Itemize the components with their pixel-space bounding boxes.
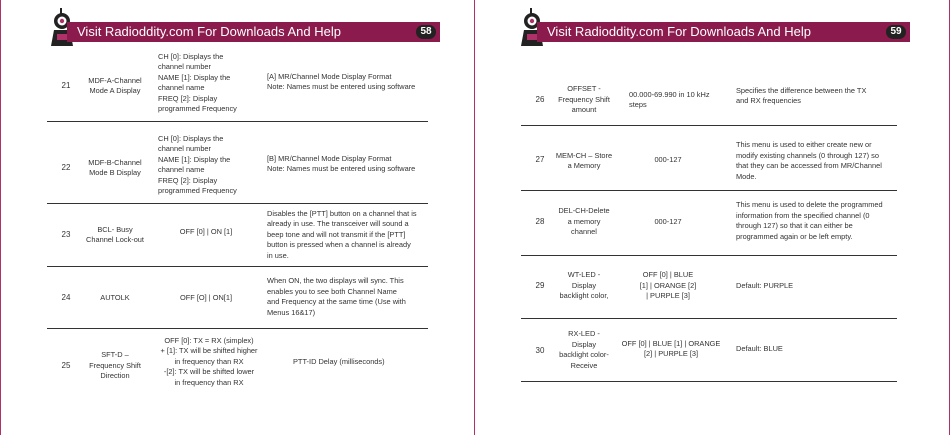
row-description: When ON, the two displays will sync. This enables you to see both Channel Name and Frequency at the same time (Use with Menus 16&17) bbox=[267, 276, 406, 317]
row-description: [B] MR/Channel Mode Display Format Note: Names must be entered using software bbox=[267, 153, 416, 173]
header-banner bbox=[537, 22, 910, 42]
row-number: 21 bbox=[61, 80, 71, 90]
row-number: 24 bbox=[61, 292, 71, 302]
row-divider bbox=[521, 318, 897, 319]
row-number: 23 bbox=[61, 229, 71, 239]
row-divider bbox=[521, 190, 897, 191]
row-description: Default: PURPLE bbox=[736, 280, 794, 290]
row-description: PTT-ID Delay (milliseconds) bbox=[293, 356, 385, 366]
row-divider bbox=[47, 203, 428, 204]
row-number: 25 bbox=[61, 360, 71, 370]
row-divider bbox=[47, 266, 428, 267]
row-setting-name: SFT-D – Frequency Shift Direction bbox=[89, 350, 141, 381]
page-number: 58 bbox=[416, 25, 436, 39]
row-description: Default: BLUE bbox=[736, 343, 783, 353]
row-divider bbox=[521, 125, 897, 126]
row-values: OFF [0] | BLUE [1] | ORANGE [2] | PURPLE [3] bbox=[621, 338, 721, 358]
row-divider bbox=[521, 381, 897, 382]
row-setting-name: DEL-CH-Delete a memory channel bbox=[558, 206, 610, 237]
row-values: 00.000-69.990 in 10 kHz steps bbox=[629, 89, 710, 109]
row-number: 27 bbox=[535, 154, 545, 164]
row-values: OFF [O] | ON[1] bbox=[179, 292, 233, 302]
row-setting-name: BCL- Busy Channel Lock-out bbox=[86, 224, 144, 244]
row-setting-name: MEM-CH – Store a Memory bbox=[555, 150, 613, 170]
row-setting-name: MDF-A-Channel Mode A Display bbox=[88, 75, 142, 95]
row-description: Specifies the difference between the TX and RX frequencies bbox=[736, 85, 867, 105]
row-setting-name: WT-LED - Display backlight color, bbox=[559, 270, 609, 301]
right-page bbox=[475, 0, 950, 435]
row-divider bbox=[47, 121, 428, 122]
row-values: CH [0]: Displays the channel number NAME [1]: Display the channel name FREQ [2]: Display programmed Frequency bbox=[158, 51, 237, 113]
row-setting-name: MDF-B-Channel Mode B Display bbox=[88, 157, 142, 177]
row-setting-name: OFFSET - Frequency Shift amount bbox=[558, 84, 610, 115]
row-setting-name: AUTOLK bbox=[100, 292, 130, 302]
row-setting-name: RX-LED - Display backlight color- Receive bbox=[559, 329, 609, 370]
row-number: 26 bbox=[535, 94, 545, 104]
row-values: 000-127 bbox=[654, 216, 682, 226]
row-number: 30 bbox=[535, 345, 545, 355]
row-number: 28 bbox=[535, 216, 545, 226]
header-banner bbox=[67, 22, 440, 42]
row-values: OFF [0]: TX = RX (simplex) + [1]: TX will be shifted higher in frequency than RX -[2]: TX will be shifted lower in frequency than RX bbox=[160, 335, 258, 387]
row-values: CH [0]: Displays the channel number NAME [1]: Display the channel name FREQ [2]: Display programmed Frequency bbox=[158, 133, 237, 195]
row-description: This menu is used to either create new or modify existing channels (0 through 127) so that they can be accessed from MR/Channel Mode. bbox=[736, 140, 882, 181]
row-values: 000-127 bbox=[654, 154, 682, 164]
header-text: Visit Radioddity.com For Downloads And Help bbox=[77, 24, 341, 39]
row-description: Disables the [PTT] button on a channel that is already in use. The transceiver will sound a beep tone and will not transmit if the [PTT] button is pressed when a channel is already in use. bbox=[267, 208, 417, 260]
row-values: OFF [0] | ON [1] bbox=[179, 226, 233, 236]
row-divider bbox=[521, 255, 897, 256]
row-divider bbox=[47, 328, 428, 329]
row-number: 29 bbox=[535, 280, 545, 290]
row-description: [A] MR/Channel Mode Display Format Note: Names must be entered using software bbox=[267, 71, 416, 91]
row-values: OFF [0] | BLUE [1] | ORANGE [2] | PURPLE [3] bbox=[639, 270, 697, 301]
page-number: 59 bbox=[886, 25, 906, 39]
row-number: 22 bbox=[61, 162, 71, 172]
header-text: Visit Radioddity.com For Downloads And Help bbox=[547, 24, 811, 39]
row-description: This menu is used to delete the programmed information from the specified channel (0 through 127) so that it can either be programmed again or be left empty. bbox=[736, 200, 883, 241]
